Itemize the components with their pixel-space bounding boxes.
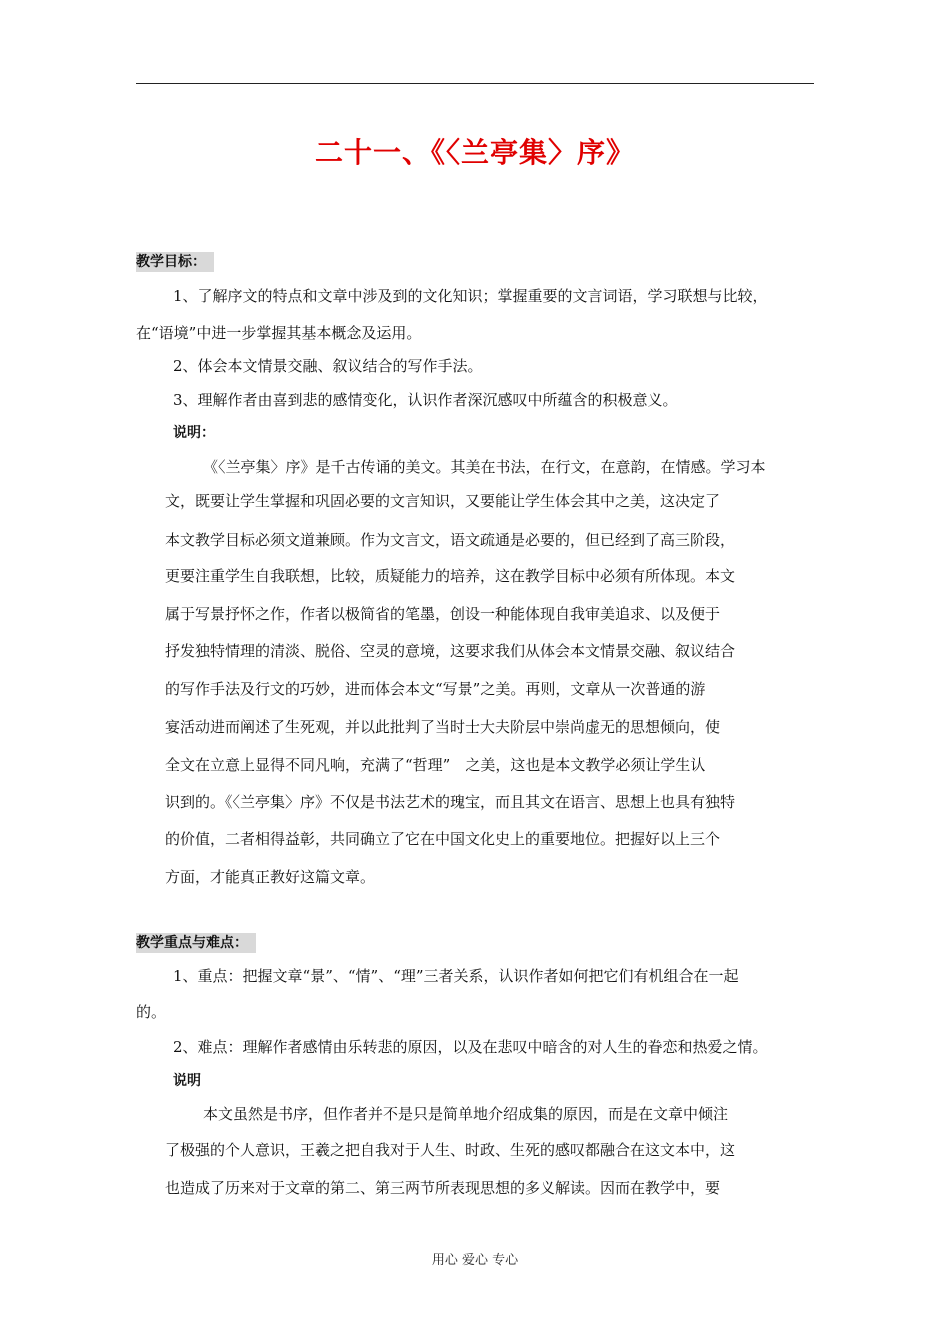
- key-point-1-line-2: 的。: [136, 1003, 167, 1021]
- section-heading-objectives: 教学目标：: [136, 252, 214, 272]
- note-paragraph-line: 识到的。《〈兰亭集〉序》不仅是书法艺术的瑰宝，而且其文在语言、思想上也具有独特: [165, 793, 736, 811]
- note-paragraph-line: 的写作手法及行文的巧妙，进而体会本文“写景”之美。再则，文章从一次普通的游: [165, 680, 706, 698]
- note-paragraph-line: 的价值，二者相得益彰，共同确立了它在中国文化史上的重要地位。把握好以上三个: [165, 830, 721, 848]
- key-point-1-line-1: 1、重点：把握文章“景”、“情”、“理”三者关系，认识作者如何把它们有机组合在一起: [173, 967, 739, 985]
- note-paragraph-line: 本文教学目标必须文道兼顾。作为文言文，语文疏通是必要的，但已经到了高三阶段，: [165, 531, 736, 549]
- objective-1-line-1: 1、了解序文的特点和文章中涉及到的文化知识；掌握重要的文言词语，学习联想与比较，: [173, 287, 768, 305]
- note-paragraph-line: 《〈兰亭集〉序》是千古传诵的美文。其美在书法，在行文，在意韵，在情感。学习本: [203, 458, 766, 476]
- note-paragraph-line: 属于写景抒怀之作，作者以极简省的笔墨，创设一种能体现自我审美追求、以及便于: [165, 605, 721, 623]
- page-footer: 用心 爱心 专心: [431, 1253, 519, 1268]
- note-paragraph-line: 了极强的个人意识，王羲之把自我对于人生、时政、生死的感叹都融合在这文本中，这: [165, 1141, 736, 1159]
- document-title: 二十一、《〈兰亭集〉序》: [314, 136, 635, 169]
- section-heading-key-points: 教学重点与难点：: [136, 933, 256, 953]
- note-label-key-points: 说明: [173, 1073, 201, 1089]
- note-paragraph-line: 本文虽然是书序，但作者并不是只是简单地介绍成集的原因，而是在文章中倾注: [203, 1105, 729, 1123]
- note-paragraph-line: 更要注重学生自我联想，比较，质疑能力的培养，这在教学目标中必须有所体现。本文: [165, 567, 736, 585]
- header-rule: [136, 83, 814, 84]
- key-point-2: 2、难点：理解作者感情由乐转悲的原因，以及在悲叹中暗含的对人生的眷恋和热爱之情。: [173, 1038, 768, 1056]
- note-paragraph-line: 全文在立意上显得不同凡响，充满了“哲理” 之美，这也是本文教学必须让学生认: [165, 756, 706, 774]
- note-paragraph-line: 宴活动进而阐述了生死观，并以此批判了当时士大夫阶层中崇尚虚无的思想倾向，使: [165, 718, 721, 736]
- note-label-objectives: 说明：: [173, 425, 215, 441]
- objective-3: 3、理解作者由喜到悲的感情变化，认识作者深沉感叹中所蕴含的积极意义。: [173, 391, 678, 409]
- note-paragraph-line: 文，既要让学生掌握和巩固必要的文言知识，又要能让学生体会其中之美，这决定了: [165, 492, 721, 510]
- note-paragraph-line: 抒发独特情理的清淡、脱俗、空灵的意境，这要求我们从体会本文情景交融、叙议结合: [165, 642, 736, 660]
- note-paragraph-line: 方面，才能真正教好这篇文章。: [165, 868, 376, 886]
- note-paragraph-line: 也造成了历来对于文章的第二、第三两节所表现思想的多义解读。因而在教学中，要: [165, 1179, 721, 1197]
- objective-2: 2、体会本文情景交融、叙议结合的写作手法。: [173, 357, 483, 375]
- objective-1-line-2: 在“语境”中进一步掌握其基本概念及运用。: [136, 324, 422, 342]
